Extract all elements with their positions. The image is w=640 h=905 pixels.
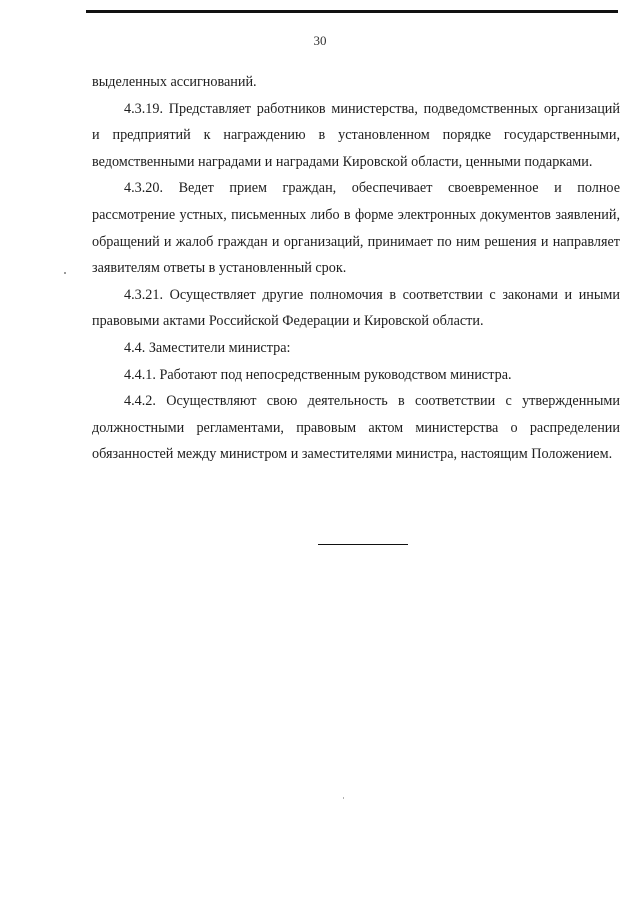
top-border-line [86,10,618,13]
paragraph-4-3-21: 4.3.21. Осуществляет другие полномочия в соответствии с законами и иными правовыми актами Российской Федерации и Кировской области. [92,286,620,330]
page-number: 30 [313,33,327,48]
scan-speck [64,272,66,274]
paragraph-4-4-2: 4.4.2. Осуществляют свою деятельность в соответствии с утвержденными должностными регламентами, правовым актом министерства о распределении обязанностей между министром и заместителями министра, настоящим Положением. [92,393,620,463]
end-of-text-line [318,544,408,545]
paragraph-4-4: 4.4. Заместители министра: [124,339,291,356]
paragraph-4-3-19: 4.3.19. Представляет работников министерства, подведомственных организаций и предприятий к награждению в установленном порядке государственными, ведомственными наградами и наградами Кировской области, ценными подарками. [92,100,620,170]
paragraph-continuation: выделенных ассигнований. [92,74,257,90]
document-body [92,69,620,468]
scan-speck [343,797,344,799]
paragraph-4-4-1: 4.4.1. Работают под непосредственным руководством министра. [124,366,512,383]
paragraph-4-3-20: 4.3.20. Ведет прием граждан, обеспечивает своевременное и полное рассмотрение устных, письменных либо в форме электронных документов заявлений, обращений и жалоб граждан и организаций, принимает по ним решения и направляет заявителям ответы в установленный срок. [92,180,620,277]
